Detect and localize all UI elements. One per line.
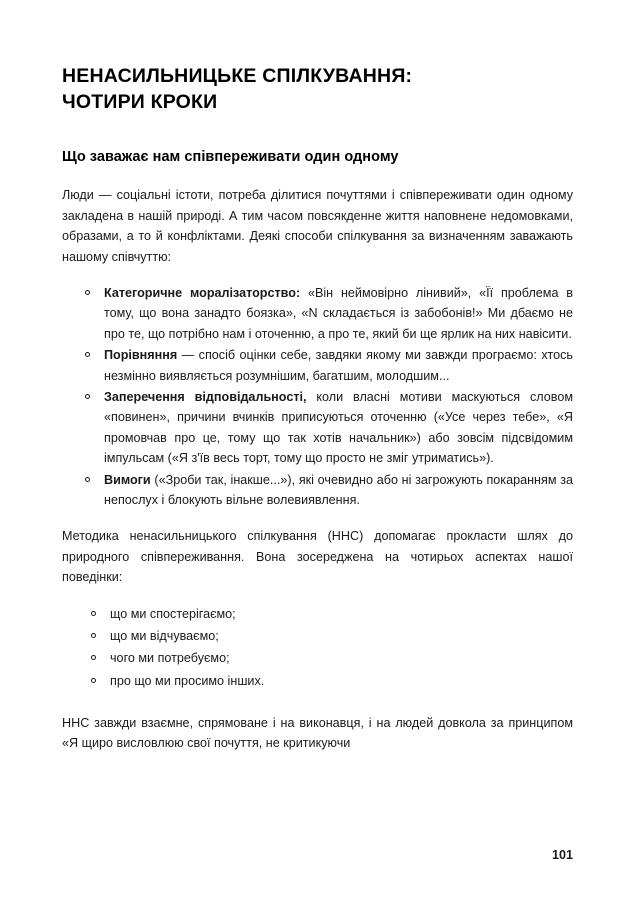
chapter-title-line-1: НЕНАСИЛЬНИЦЬКЕ СПІЛКУВАННЯ:	[62, 65, 413, 87]
obstacle-text: («Зроби так, інакше...»), які очевидно або ні загрожують покаранням за непослух і блокують вільне волевиявлення.	[104, 472, 573, 507]
list-item	[84, 345, 573, 386]
aspects-list	[62, 604, 573, 692]
list-item: що ми відчуваємо;	[90, 626, 573, 646]
list-item: про що ми просимо інших.	[90, 671, 573, 691]
section-heading: Що заважає нам співпереживати один одному	[62, 149, 399, 166]
page-number: 101	[551, 848, 573, 862]
obstacle-term: Заперечення відповідальності,	[104, 389, 307, 404]
intro-paragraph: Люди — соціальні істоти, потреба ділитися почуттями і співпереживати один одному закладена в нашій природі. А тим часом повсякденне життя наповнене недомовками, образами, а то й конфліктами. Деякі способи спілкування за визначенням заважають нашому співчуттю:	[62, 188, 573, 264]
obstacle-text: — спосіб оцінки себе, завдяки якому ми завжди програємо: хтось незмінно виявляється розумнішим, багатшим, молодшим...	[104, 348, 573, 383]
obstacle-term: Порівняння	[104, 348, 178, 363]
method-paragraph: Методика ненасильницького спілкування (ННС) допомагає прокласти шлях до природного співпереживання. Вона зосереджена на чотирьох аспектах нашої поведінки:	[62, 529, 573, 585]
list-item	[84, 470, 573, 511]
list-item	[84, 387, 573, 469]
chapter-title-line-2: ЧОТИРИ КРОКИ	[62, 90, 218, 113]
list-item: чого ми потребуємо;	[90, 648, 573, 668]
list-item: що ми спостерігаємо;	[90, 604, 573, 624]
chapter-title	[62, 64, 573, 115]
obstacle-term: Категоричне моралізаторство:	[104, 286, 301, 301]
obstacles-list	[62, 283, 573, 510]
obstacle-text: коли власні мотиви маскуються словом «повинен», причини вчинків приписуються оточенню («Усе через тебе», «Я промовчав про це, тому що так хотів начальник») або зовсім підсвідомим імпульсам («Я з'їв весь торт, тому що просто не зміг утриматись»).	[104, 389, 573, 466]
obstacle-text: «Він неймовірно лінивий», «Її проблема в тому, що вона занадто боязка», «N складається із забобонів!» Ми дбаємо не про те, що потрібно нам і оточенню, а про те, який би ще ярлик на них навісити.	[104, 286, 573, 341]
closing-paragraph: ННС завжди взаємне, спрямоване і на виконавця, і на людей довкола за принципом «Я щиро висловлюю свої почуття, не критикуючи	[62, 716, 573, 751]
list-item	[84, 283, 573, 344]
obstacle-term: Вимоги	[104, 472, 151, 487]
